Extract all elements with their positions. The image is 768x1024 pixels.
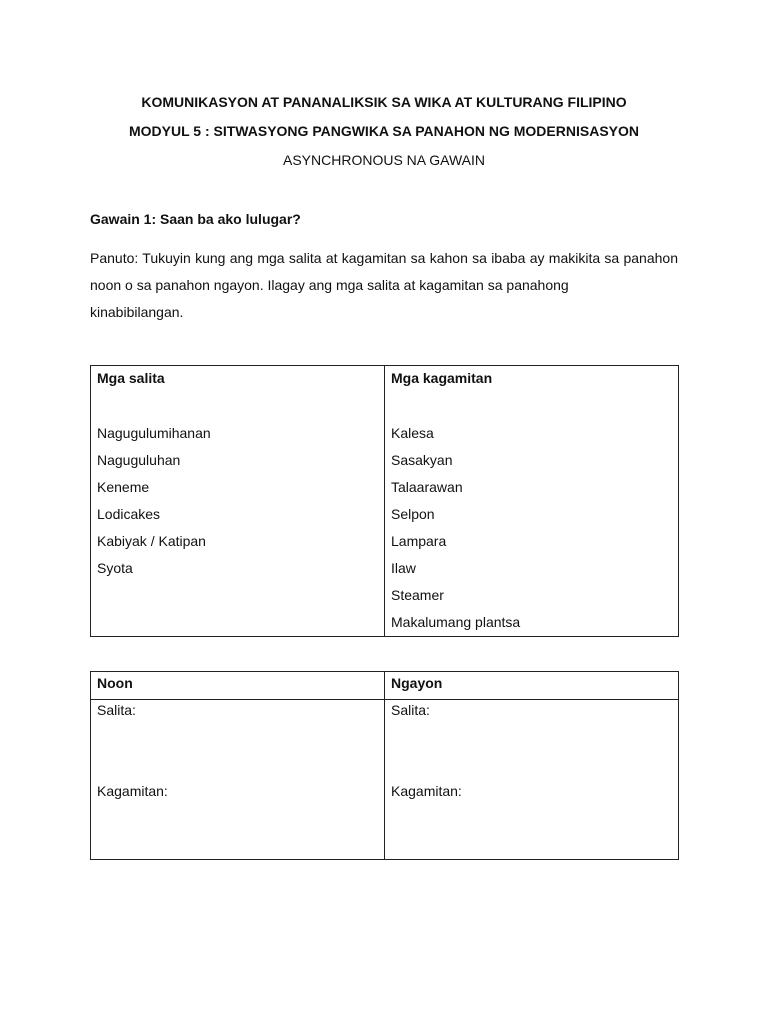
- list-item: Kalesa: [391, 425, 434, 441]
- kagamitan-column: [385, 366, 679, 637]
- list-item: Keneme: [97, 479, 150, 495]
- salita-label: Salita:: [391, 702, 430, 718]
- list-item: Talaarawan: [391, 479, 463, 495]
- salita-label: Salita:: [97, 702, 136, 718]
- noon-answer-cell[interactable]: [91, 700, 385, 860]
- list-item: Kabiyak / Katipan: [97, 533, 206, 549]
- document-title: KOMUNIKASYON AT PANANALIKSIK SA WIKA AT KULTURANG FILIPINO: [141, 94, 627, 110]
- ngayon-column-header: Ngayon: [385, 672, 679, 700]
- list-item: Lampara: [391, 533, 447, 549]
- list-item: Makalumang plantsa: [391, 614, 521, 630]
- word-item-list-table: [90, 365, 679, 637]
- ngayon-answer-cell[interactable]: [385, 700, 679, 860]
- kagamitan-label: Kagamitan:: [391, 783, 462, 799]
- list-item: Lodicakes: [97, 506, 161, 522]
- list-item: Ilaw: [391, 560, 416, 576]
- list-item: Syota: [97, 560, 133, 576]
- salita-column: [91, 366, 385, 637]
- activity-heading: Gawain 1: Saan ba ako lulugar?: [90, 211, 301, 227]
- list-item: Nagugulumihanan: [97, 425, 211, 441]
- module-title: MODYUL 5 : SITWASYONG PANGWIKA SA PANAHON NG MODERNISASYON: [129, 123, 639, 139]
- activity-type-label: ASYNCHRONOUS NA GAWAIN: [283, 152, 485, 168]
- instructions-paragraph: [90, 245, 678, 326]
- kagamitan-column-header: Mga kagamitan: [391, 370, 493, 386]
- instructions-text: Panuto: Tukuyin kung ang mga salita at kagamitan sa kahon sa ibaba ay makikita sa panahon noon o sa panahon ngayon. Ilagay ang mga salita at kagamitan sa panahong: [90, 250, 678, 293]
- salita-column-header: Mga salita: [97, 370, 165, 386]
- noon-ngayon-answer-table: [90, 671, 679, 860]
- noon-column-header: Noon: [91, 672, 385, 700]
- list-item: Selpon: [391, 506, 435, 522]
- kagamitan-label: Kagamitan:: [97, 783, 168, 799]
- list-item: Naguguluhan: [97, 452, 181, 468]
- list-item: Steamer: [391, 587, 444, 603]
- instructions-text-end: kinabibilangan.: [90, 304, 184, 320]
- list-item: Sasakyan: [391, 452, 453, 468]
